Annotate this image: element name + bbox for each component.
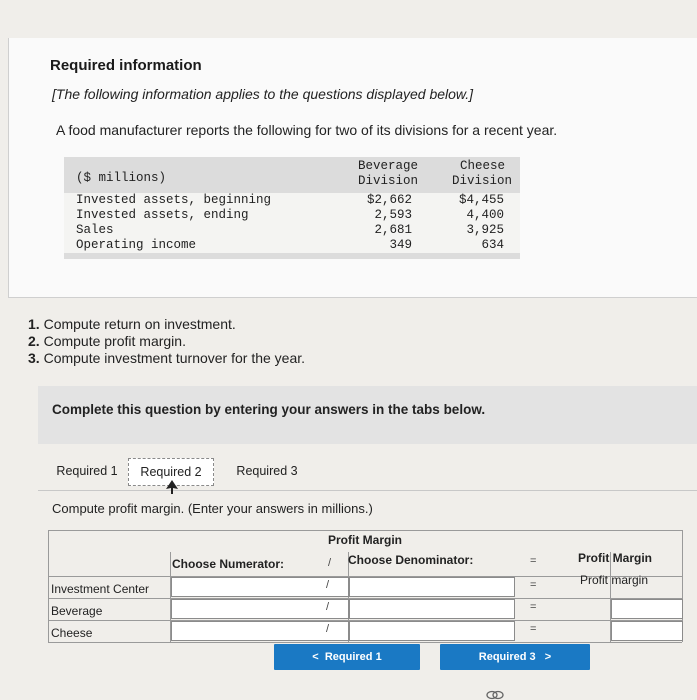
result-subheader: Profit margin [580, 573, 649, 587]
equals-symbol: = [530, 623, 537, 635]
grid-line [48, 530, 682, 531]
row-label-beverage: Beverage [51, 604, 103, 618]
table-row-label: Operating income [76, 238, 197, 252]
table-bottom-band [64, 253, 520, 259]
page-title: Required information [50, 57, 202, 74]
denominator-input[interactable] [349, 621, 515, 641]
question-item: 2. Compute profit margin. [28, 333, 186, 349]
question-prompt: Compute profit margin. (Enter your answers in millions.) [52, 501, 373, 516]
tab-required-1[interactable]: Required 1 [56, 464, 118, 478]
divide-symbol: / [326, 579, 330, 591]
denominator-label: Choose Denominator: [348, 553, 474, 567]
complete-banner-text: Complete this question by entering your answers in the tabs below. [52, 402, 486, 417]
col-header-cheese-1: Cheese [460, 159, 506, 173]
numerator-input[interactable] [171, 599, 349, 619]
denominator-input[interactable] [349, 599, 515, 619]
tab-required-3[interactable]: Required 3 [236, 464, 298, 478]
chevron-right-icon: > [544, 651, 552, 663]
row-header-investment-center: Investment Center [51, 582, 150, 596]
table-row-label: Invested assets, beginning [76, 193, 272, 207]
equals-symbol: = [530, 601, 537, 613]
result-header: Profit Margin [578, 551, 652, 565]
complete-banner [38, 386, 697, 444]
prev-button-label: Required 1 [324, 651, 382, 663]
table-row-label: Invested assets, ending [76, 208, 249, 222]
numerator-input[interactable] [171, 577, 349, 597]
col-header-beverage-2: Division [358, 174, 419, 188]
beverage-value: 349 [389, 238, 412, 252]
link-icon[interactable] [486, 690, 504, 700]
denominator-input[interactable] [349, 577, 515, 597]
question-item: 3. Compute investment turnover for the year. [28, 350, 306, 366]
divide-symbol: / [326, 601, 330, 613]
table-corner-label: ($ millions) [76, 171, 167, 185]
numerator-input[interactable] [171, 621, 349, 641]
intro-text: [The following information applies to the questions displayed below.] [52, 86, 474, 102]
mouse-cursor-icon [166, 480, 178, 494]
grid-title: Profit Margin [328, 533, 402, 547]
lead-text: A food manufacturer reports the following for two of its divisions for a recent year. [56, 122, 558, 138]
tab-divider [38, 490, 697, 491]
beverage-value: 2,593 [374, 208, 412, 222]
cheese-value: 3,925 [466, 223, 504, 237]
col-header-beverage-1: Beverage [358, 159, 419, 173]
result-input[interactable] [611, 621, 683, 641]
beverage-value: 2,681 [374, 223, 412, 237]
chevron-left-icon: < [312, 651, 319, 663]
cheese-value: 634 [481, 238, 504, 252]
tab-bar [38, 450, 697, 490]
col-header-cheese-2: Division [452, 174, 513, 188]
tab-required-2[interactable]: Required 2 [128, 458, 214, 486]
result-input[interactable] [611, 599, 683, 619]
grid-line [48, 530, 49, 642]
equals-symbol: = [530, 579, 537, 591]
table-row-label: Sales [76, 223, 114, 237]
equals-symbol: = [530, 555, 537, 567]
beverage-value: $2,662 [366, 193, 412, 207]
division-data-table [64, 157, 520, 259]
cheese-value: 4,400 [466, 208, 504, 222]
next-button-label: Required 3 [478, 651, 536, 663]
cheese-value: $4,455 [458, 193, 504, 207]
question-item: 1. Compute return on investment. [28, 316, 236, 332]
question-list [28, 316, 305, 367]
prev-required-button[interactable] [274, 644, 420, 670]
answer-grid [48, 530, 682, 644]
grid-line [48, 642, 682, 643]
next-required-button[interactable] [440, 644, 590, 670]
row-label-cheese: Cheese [51, 626, 93, 640]
divide-symbol: / [326, 623, 330, 635]
numerator-label: Choose Numerator: [172, 557, 285, 571]
divide-symbol: / [328, 557, 332, 569]
